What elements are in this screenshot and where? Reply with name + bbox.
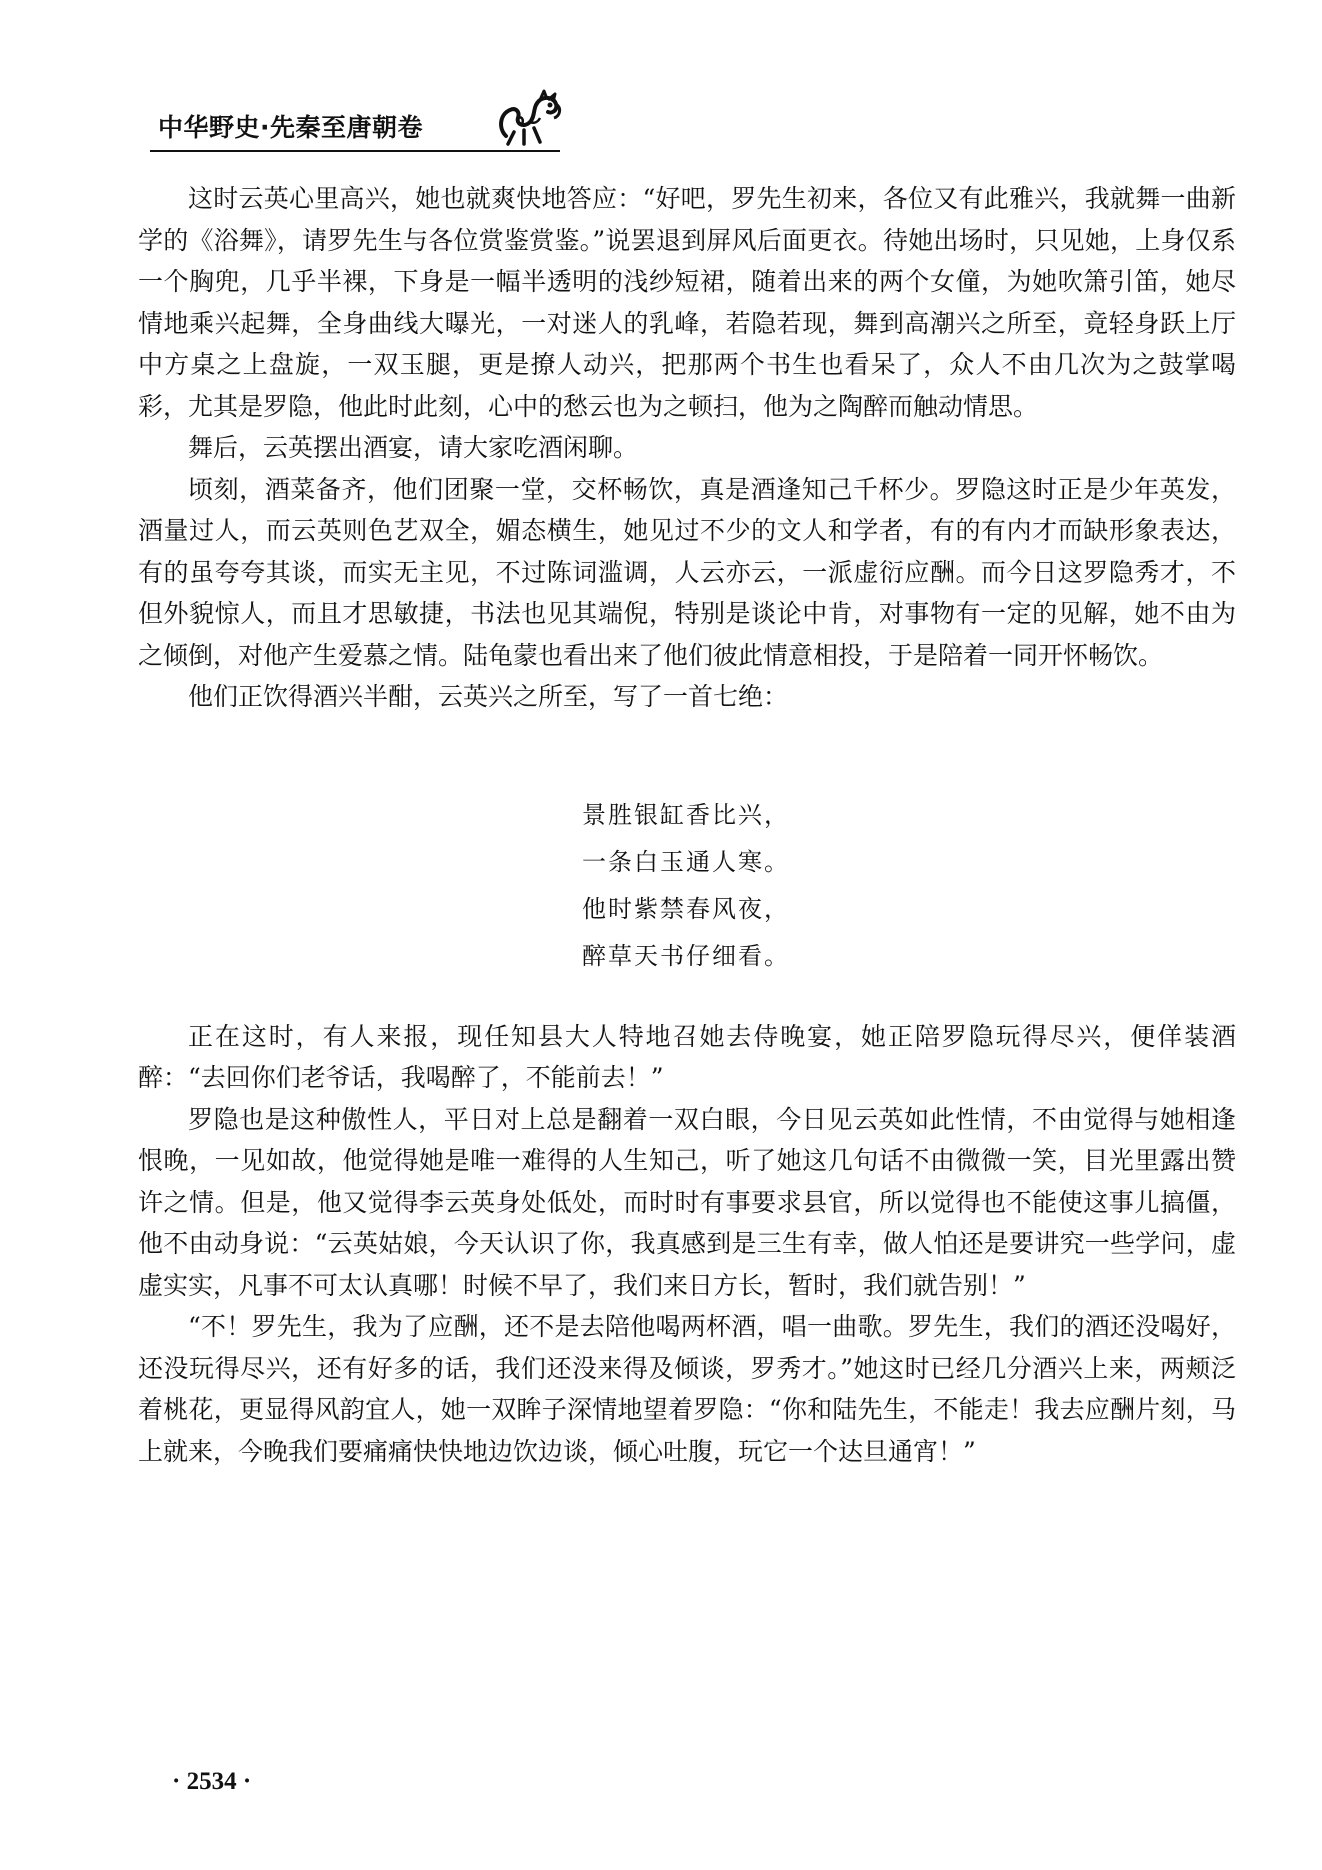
page-number: · 2534 · — [172, 1768, 252, 1795]
poem-line: 他时紫禁春风夜， — [582, 894, 790, 923]
paragraph: “不！罗先生，我为了应酬，还不是去陪他喝两杯酒，唱一曲歌。罗先生，我们的酒还没喝好，还没玩得尽兴，还有好多的话，我们还没来得及倾谈，罗秀才。”她这时已经几分酒兴上来，两颊泛着桃花，更显得风韵宜人，她一双眸子深情地望着罗隐：“你和陆先生，不能走！我去应酬片刻，马上就来，今晚我们要痛痛快快地边饮边谈，倾心吐腹，玩它一个达旦通宵！” — [138, 1312, 1236, 1466]
paragraph: 罗隐也是这种傲性人，平日对上总是翻着一双白眼，今日见云英如此性情，不由觉得与她相逢恨晚，一见如故，他觉得她是唯一难得的人生知己，听了她这几句话不由微微一笑，目光里露出赞许之情。但是，他又觉得李云英身处低处，而时时有事要求县官，所以觉得也不能使这事儿搞僵，他不由动身说：“云英姑娘，今天认识了你，我真感到是三生有幸，做人怕还是要讲究一些学问，虚虚实实，凡事不可太认真哪！时候不早了，我们来日方长，暂时，我们就告别！” — [138, 1104, 1236, 1300]
header-title: 中华野史·先秦至唐朝卷 — [158, 113, 423, 142]
poem-line: 景胜银缸香比兴， — [582, 800, 790, 829]
body-text — [138, 178, 1236, 1472]
running-header — [150, 86, 570, 156]
header-rule — [150, 150, 560, 152]
poem-line: 醉草天书仔细看。 — [582, 941, 790, 970]
poem-line: 一条白玉通人寒。 — [582, 847, 790, 876]
paragraph: 这时云英心里高兴，她也就爽快地答应：“好吧，罗先生初来，各位又有此雅兴，我就舞一曲新学的《浴舞》，请罗先生与各位赏鉴赏鉴。”说罢退到屏风后面更衣。待她出场时，只见她，上身仅系一个胸兜，几乎半裸，下身是一幅半透明的浅纱短裙，随着出来的两个女僮，为她吹箫引笛，她尽情地乘兴起舞，全身曲线大曝光，一对迷人的乳峰，若隐若现，舞到高潮兴之所至，竟轻身跃上厅中方桌之上盘旋，一双玉腿，更是撩人动兴，把那两个书生也看呆了，众人不由几次为之鼓掌喝彩，尤其是罗隐，他此时此刻，心中的愁云也为之顿扫，他为之陶醉而触动情思。 — [138, 184, 1236, 421]
paragraph: 顷刻，酒菜备齐，他们团聚一堂，交杯畅饮，真是酒逢知己千杯少。罗隐这时正是少年英发，酒量过人，而云英则色艺双全，媚态横生，她见过不少的文人和学者，有的有内才而缺形象表达，有的虽夸夸其谈，而实无主见，不过陈词滥调，人云亦云，一派虚衍应酬。而今日这罗隐秀才，不但外貌惊人，而且才思敏捷，书法也见其端倪，特别是谈论中肯，对事物有一定的见解，她不由为之倾倒，对他产生爱慕之情。陆龟蒙也看出来了他们彼此情意相投，于是陪着一同开怀畅饮。 — [138, 474, 1236, 670]
poem — [582, 792, 1236, 980]
paragraph: 舞后，云英摆出酒宴，请大家吃酒闲聊。 — [188, 433, 639, 462]
dragon-icon — [494, 88, 564, 148]
paragraph: 正在这时，有人来报，现任知县大人特地召她去侍晚宴，她正陪罗隐玩得尽兴，便佯装酒醉：“去回你们老爷话，我喝醉了，不能前去！” — [138, 1021, 1236, 1092]
paragraph: 他们正饮得酒兴半酣，云英兴之所至，写了一首七绝： — [188, 682, 789, 711]
